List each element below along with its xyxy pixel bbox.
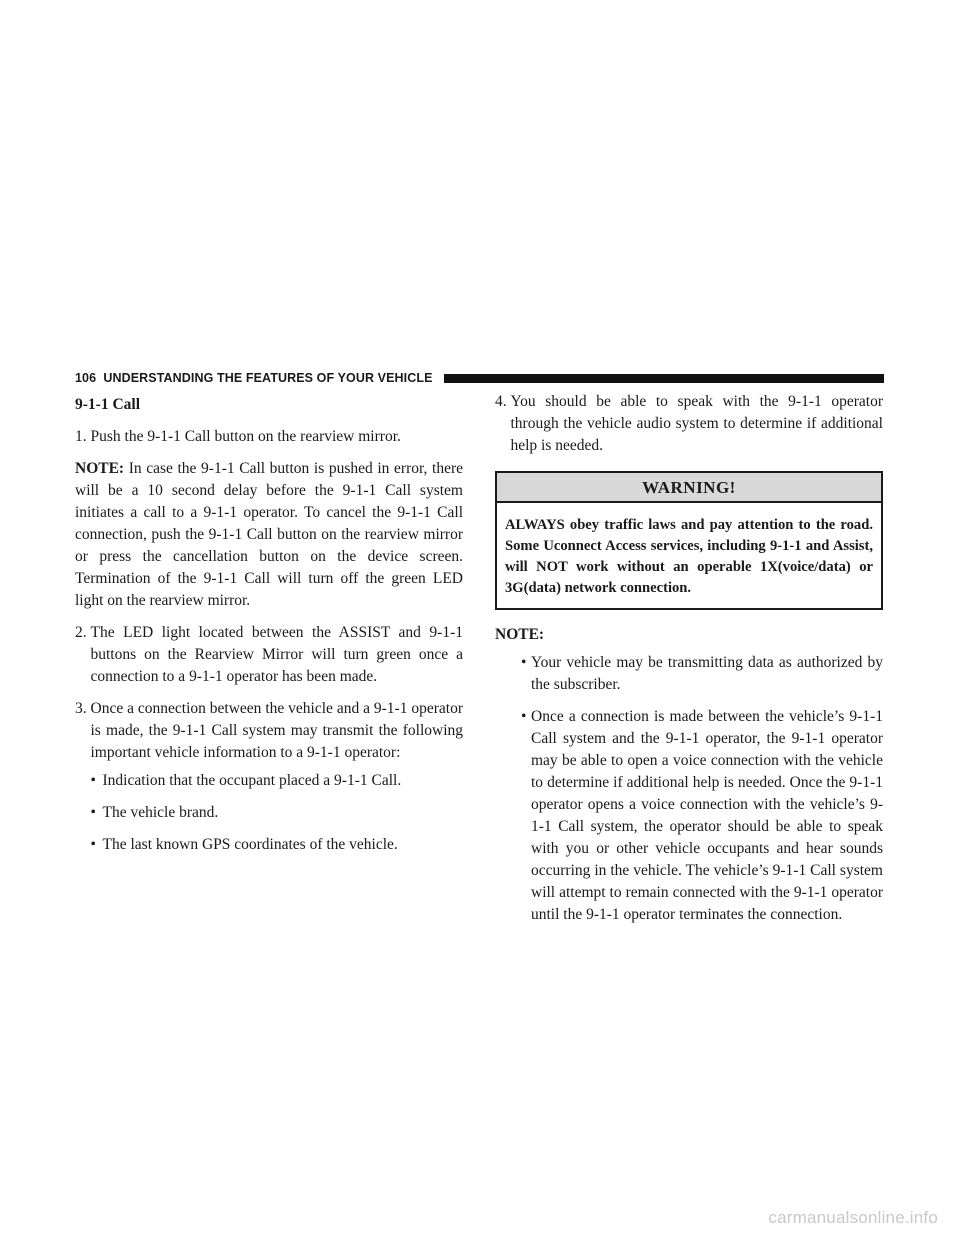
list-item: • Once a connection is made between the vehicle’s 9-1-1 Call system and the 9-1-1 operator, the 9-1-1 operator may be able to open a voice connection with the vehicle to determine if additional help is needed. Once the 9-1-1 operator opens a voice connection with the vehicle’s 9-1-1 Call system, the operator should be able to speak with you or other vehicle occupants and hear sounds occurring in the vehicle. The vehicle’s 9-1-1 Call system will attempt to remain connected with the 9-1-1 operator until the 9-1-1 operator terminates the connection. xyxy=(495,706,883,926)
step-1 xyxy=(75,426,463,448)
step-3 xyxy=(75,698,463,866)
step-2 xyxy=(75,622,463,688)
note-text: In case the 9-1-1 Call button is pushed in error, there will be a 10 second delay before the 9-1-1 Call system initiates a call to a 9-1-1 operator. To cancel the 9-1-1 Call connection, push the 9-1-1 Call button on the rearview mirror or press the cancellation button on the device screen. Termination of the 9-1-1 Call will turn off the green LED light on the rearview mirror. xyxy=(75,460,463,609)
note-label: NOTE: xyxy=(75,460,125,477)
step-1-text: Push the 9-1-1 Call button on the rearview mirror. xyxy=(90,428,401,445)
list-item: • The last known GPS coordinates of the vehicle. xyxy=(91,834,464,856)
bullet-icon: • xyxy=(90,772,96,789)
step-3-text: Once a connection between the vehicle and a 9-1-1 operator is made, the 9-1-1 Call system may transmit the following important vehicle information to a 9-1-1 operator: xyxy=(90,700,463,761)
step-2-text: The LED light located between the ASSIST and 9-1-1 buttons on the Rearview Mirror will turn green once a connection to a 9-1-1 operator has been made. xyxy=(90,624,463,685)
list-item: • Your vehicle may be transmitting data as authorized by the subscriber. xyxy=(495,652,883,696)
step-3-number: 3. xyxy=(75,700,91,717)
bullet-icon: • xyxy=(521,654,527,671)
step-1-number: 1. xyxy=(75,428,91,445)
watermark-logo: carmanualsonline.info xyxy=(768,1208,938,1227)
section-title: UNDERSTANDING THE FEATURES OF YOUR VEHICLE xyxy=(103,371,433,385)
note-paragraph xyxy=(75,458,463,612)
note-heading: NOTE: xyxy=(495,626,545,643)
step-4-text: You should be able to speak with the 9-1-1 operator through the vehicle audio system to determine if additional help is needed. xyxy=(510,393,883,454)
page-header xyxy=(75,370,884,386)
warning-title: WARNING! xyxy=(497,473,881,503)
step-4-number: 4. xyxy=(495,393,511,410)
right-column xyxy=(495,391,883,936)
header-rule xyxy=(444,374,884,383)
page-header-text xyxy=(75,370,433,386)
step-2-number: 2. xyxy=(75,624,91,641)
bullet-icon: • xyxy=(90,836,96,853)
warning-text: ALWAYS obey traffic laws and pay attention to the road. Some Uconnect Access services, including 9-1-1 and Assist, will NOT work without an operable 1X(voice/data) or 3G(data) network connection. xyxy=(505,517,873,596)
list-item: • Indication that the occupant placed a 9-1-1 Call. xyxy=(91,770,464,792)
bullet-icon: • xyxy=(521,708,527,725)
page-number: 106 xyxy=(75,371,97,385)
list-item: • The vehicle brand. xyxy=(91,802,464,824)
section-heading: 9-1-1 Call xyxy=(75,396,141,413)
step-4 xyxy=(495,391,883,457)
step-3-bullets xyxy=(91,770,464,856)
bullet-icon: • xyxy=(90,804,96,821)
left-column xyxy=(75,391,463,876)
warning-box xyxy=(495,471,883,610)
